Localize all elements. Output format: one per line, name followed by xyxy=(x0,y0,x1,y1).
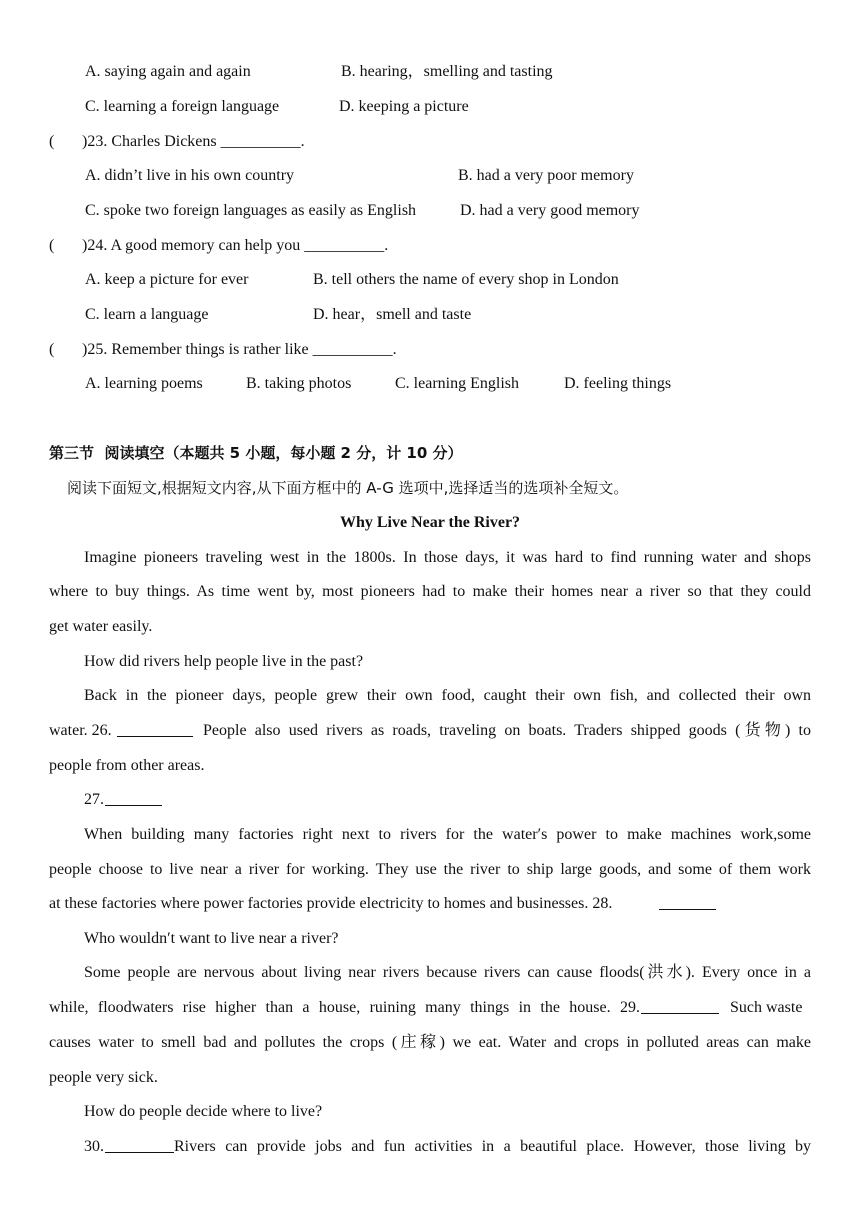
paragraph-2-line-2-start: water. 26. xyxy=(49,722,112,739)
paragraph-4-line-1: Some people are nervous about living near rivers because rivers can cause floods(洪水). Every once in a xyxy=(84,964,811,981)
q23-answer-paren: ( xyxy=(49,133,55,150)
q23-option-d: D. had a very good memory xyxy=(460,202,640,219)
q24-option-b: B. tell others the name of every shop in London xyxy=(313,271,619,288)
paragraph-5-line-1: Rivers can provide jobs and fun activities in a beautiful place. However, those living by xyxy=(174,1138,811,1155)
q23-option-b: B. had a very poor memory xyxy=(458,167,634,184)
q25-option-c: C. learning English xyxy=(395,375,519,392)
paragraph-3-line-3: at these factories where power factories provide electricity to homes and businesses. 28. xyxy=(49,895,613,912)
paragraph-1-line-2: where to buy things. As time went by, most pioneers had to make their homes near a river so that they could xyxy=(49,583,811,600)
paragraph-4-line-4: people very sick. xyxy=(49,1069,158,1086)
q25-stem: )25. Remember things is rather like __________. xyxy=(82,341,397,358)
q25-option-a: A. learning poems xyxy=(85,375,203,392)
q22-option-d: D. keeping a picture xyxy=(339,98,469,115)
passage-title: Why Live Near the River? xyxy=(339,514,521,531)
section-instruction: 阅读下面短文,根据短文内容,从下面方框中的 A-G 选项中,选择适当的选项补全短文。 xyxy=(67,479,629,497)
blank-27[interactable] xyxy=(105,790,162,806)
q23-option-a: A. didn’t live in his own country xyxy=(85,167,295,184)
q24-option-a: A. keep a picture for ever xyxy=(85,271,249,288)
q24-answer-paren: ( xyxy=(49,237,55,254)
paragraph-2-line-2-end: People also used rivers as roads, traveling on boats. Traders shipped goods (货物) to xyxy=(203,722,811,739)
subheading-3: How do people decide where to live? xyxy=(84,1103,323,1120)
q22-option-a: A. saying again and again xyxy=(85,63,251,80)
q25-option-d: D. feeling things xyxy=(564,375,672,392)
q24-option-d: D. hear，smell and taste xyxy=(313,306,472,323)
q23-option-c: C. spoke two foreign languages as easily as English xyxy=(85,202,417,219)
q22-option-b: B. hearing，smelling and tasting xyxy=(341,63,553,80)
blank-26[interactable] xyxy=(117,721,193,737)
blank-28[interactable] xyxy=(659,894,716,910)
paragraph-3-line-1: When building many factories right next to rivers for the water′s power to make machines work,some xyxy=(84,826,811,843)
blank-30[interactable] xyxy=(105,1137,174,1153)
q25-option-b: B. taking photos xyxy=(246,375,352,392)
q23-stem: )23. Charles Dickens __________. xyxy=(82,133,305,150)
paragraph-4-line-3: causes water to smell bad and pollutes the crops (庄稼) we eat. Water and crops in polluted areas can make xyxy=(49,1034,811,1051)
section-heading: 第三节 阅读填空（本题共 5 小题，每小题 2 分，计 10 分） xyxy=(49,444,463,462)
subheading-1: How did rivers help people live in the past? xyxy=(84,653,364,670)
question-27-label: 27. xyxy=(84,791,104,808)
q24-option-c: C. learn a language xyxy=(85,306,209,323)
paragraph-2-line-1: Back in the pioneer days, people grew their own food, caught their own fish, and collected their own xyxy=(84,687,811,704)
q25-answer-paren: ( xyxy=(49,341,55,358)
paragraph-1-line-3: get water easily. xyxy=(49,618,153,635)
paragraph-3-line-2: people choose to live near a river for working. They use the river to ship large goods, and some of them work xyxy=(49,861,811,878)
subheading-2: Who wouldn′t want to live near a river? xyxy=(84,930,339,947)
blank-29[interactable] xyxy=(641,998,719,1014)
q22-option-c: C. learning a foreign language xyxy=(85,98,280,115)
paragraph-4-line-2-start: while, floodwaters rise higher than a house, ruining many things in the house. 29. xyxy=(49,999,640,1016)
paragraph-1-line-1: Imagine pioneers traveling west in the 1800s. In those days, it was hard to find running water and shops xyxy=(84,549,811,566)
question-30-label: 30. xyxy=(84,1138,104,1155)
paragraph-4-line-2-end: Such waste xyxy=(730,999,803,1016)
q24-stem: )24. A good memory can help you __________. xyxy=(82,237,389,254)
paragraph-2-line-3: people from other areas. xyxy=(49,757,205,774)
